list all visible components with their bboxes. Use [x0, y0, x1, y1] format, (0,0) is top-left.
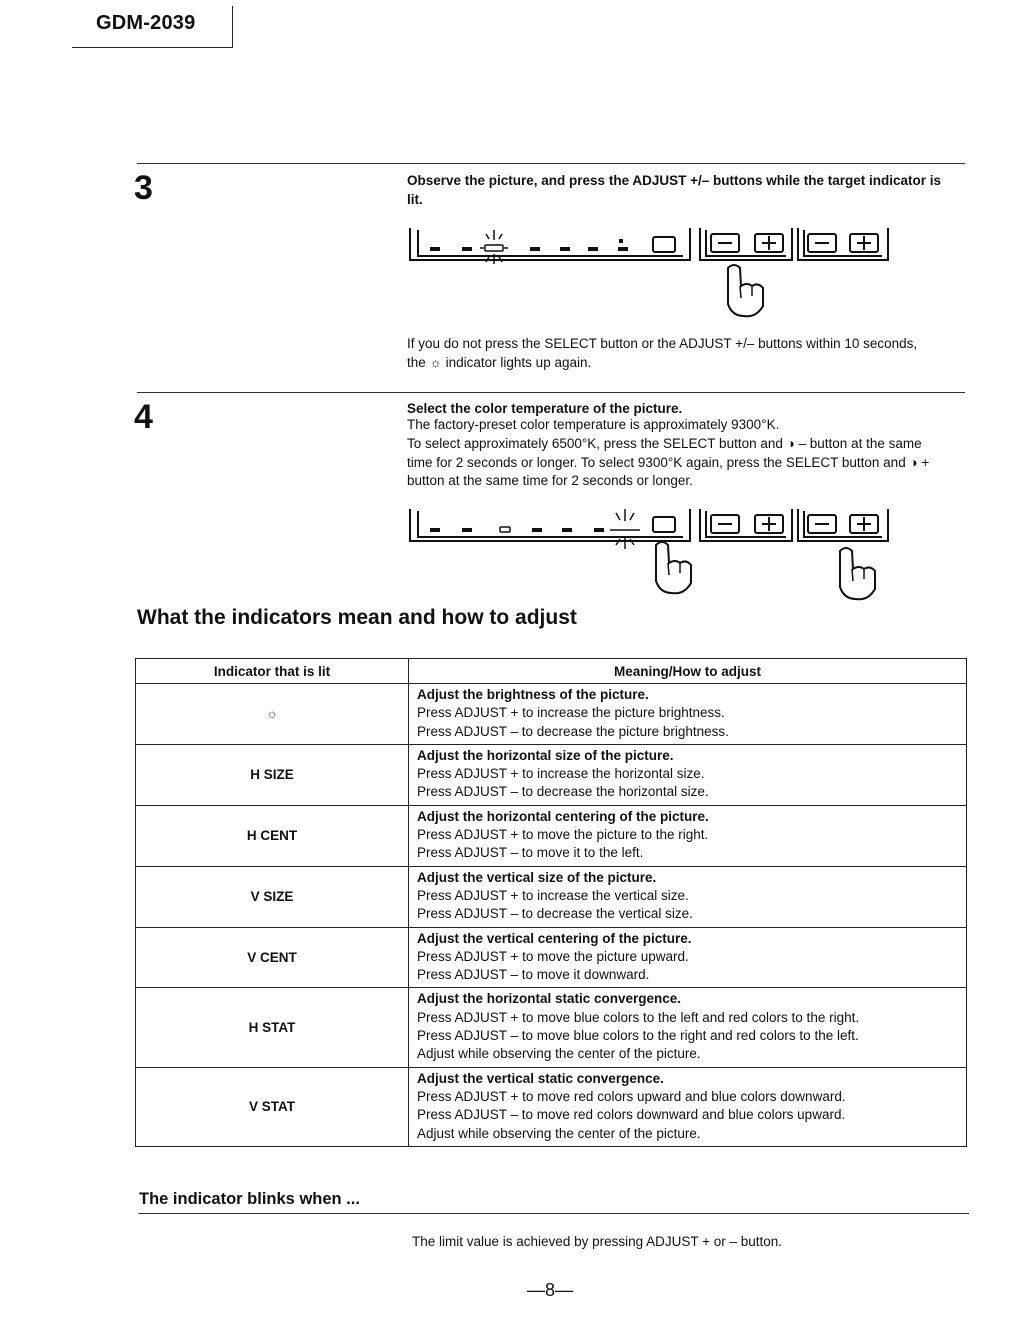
- table-row: [136, 988, 967, 1067]
- meaning-cell: [409, 866, 967, 927]
- row-line: Press ADJUST – to decrease the vertical size.: [417, 906, 693, 922]
- meaning-cell: [409, 988, 967, 1067]
- row-line: Adjust while observing the center of the picture.: [417, 1125, 701, 1141]
- row-title: Adjust the horizontal size of the picture.: [417, 747, 674, 763]
- row-line: Press ADJUST – to move it downward.: [417, 967, 650, 983]
- blink-text: The limit value is achieved by pressing ADJUST + or – button.: [412, 1234, 783, 1249]
- row-line: Press ADJUST + to increase the vertical size.: [417, 887, 689, 903]
- column-header-indicator: Indicator that is lit: [136, 659, 409, 684]
- document-model-title: GDM-2039: [96, 12, 196, 34]
- page-number: —8—: [527, 1280, 574, 1300]
- indicator-name: V SIZE: [136, 866, 409, 927]
- row-title: Adjust the vertical size of the picture.: [417, 869, 657, 885]
- row-line: Press ADJUST + to increase the picture brightness.: [417, 705, 725, 721]
- row-line: Press ADJUST – to decrease the horizontal size.: [417, 784, 709, 800]
- row-title: Adjust the vertical centering of the picture.: [417, 930, 692, 946]
- section-title: What the indicators mean and how to adjust: [137, 606, 577, 629]
- step4-line-2: To select approximately 6500°K, press the SELECT button and ◑ – button at the same time for 2 seconds or longer. To select 9300°K again, press the SELECT button and ◑ + button at the same time for 2 seconds or longer.: [407, 436, 930, 488]
- table-header-row: [136, 659, 967, 684]
- indicator-name: V STAT: [136, 1067, 409, 1146]
- step4-number: 4: [134, 398, 153, 436]
- step3-number: 3: [134, 169, 153, 207]
- row-line: Press ADJUST – to move blue colors to the right and red colors to the left.: [417, 1028, 859, 1044]
- row-title: Adjust the horizontal static convergence.: [417, 991, 682, 1007]
- step3-control-panel-diagram: [400, 220, 900, 320]
- step3-instruction: Observe the picture, and press the ADJUST +/– buttons while the target indicator is lit.: [407, 173, 941, 207]
- row-line: Press ADJUST + to increase the horizontal size.: [417, 766, 705, 782]
- brightness-icon: ☼: [136, 684, 409, 745]
- step4-rule: [137, 392, 965, 393]
- blink-rule: [139, 1213, 969, 1214]
- table-row: [136, 684, 967, 745]
- meaning-cell: [409, 927, 967, 988]
- table-row: [136, 866, 967, 927]
- step4-control-panel-diagram: [400, 505, 900, 610]
- row-line: Press ADJUST + to move the picture to the right.: [417, 827, 709, 843]
- indicator-name: H SIZE: [136, 744, 409, 805]
- step4-instruction: Select the color temperature of the picture.: [407, 401, 683, 416]
- meaning-cell: [409, 684, 967, 745]
- row-line: Press ADJUST – to move red colors downward and blue colors upward.: [417, 1107, 846, 1123]
- meaning-cell: [409, 805, 967, 866]
- indicator-table: [135, 658, 967, 1147]
- row-line: Adjust while observing the center of the picture.: [417, 1046, 701, 1062]
- row-title: Adjust the horizontal centering of the picture.: [417, 808, 709, 824]
- table-row: [136, 927, 967, 988]
- meaning-cell: [409, 744, 967, 805]
- indicator-name: V CENT: [136, 927, 409, 988]
- indicator-name: H STAT: [136, 988, 409, 1067]
- header-divider: [232, 6, 233, 48]
- blink-section-title: The indicator blinks when ...: [139, 1190, 360, 1208]
- row-title: Adjust the vertical static convergence.: [417, 1070, 664, 1086]
- indicator-name: H CENT: [136, 805, 409, 866]
- row-line: Press ADJUST + to move red colors upward and blue colors downward.: [417, 1088, 846, 1104]
- row-title: Adjust the brightness of the picture.: [417, 687, 649, 702]
- table-row: [136, 805, 967, 866]
- table-row: [136, 1067, 967, 1146]
- header-underline: [72, 47, 233, 48]
- meaning-cell: [409, 1067, 967, 1146]
- table-row: [136, 744, 967, 805]
- step3-note: If you do not press the SELECT button or the ADJUST +/– buttons within 10 seconds, the ☼ indicator lights up again.: [407, 336, 918, 370]
- row-line: Press ADJUST + to move the picture upward.: [417, 948, 689, 964]
- step3-rule: [137, 163, 965, 164]
- step4-line-1: The factory-preset color temperature is approximately 9300°K.: [407, 417, 780, 432]
- row-line: Press ADJUST – to decrease the picture brightness.: [417, 723, 729, 739]
- row-line: Press ADJUST + to move blue colors to the left and red colors to the right.: [417, 1009, 860, 1025]
- column-header-meaning: Meaning/How to adjust: [409, 659, 967, 684]
- row-line: Press ADJUST – to move it to the left.: [417, 845, 644, 861]
